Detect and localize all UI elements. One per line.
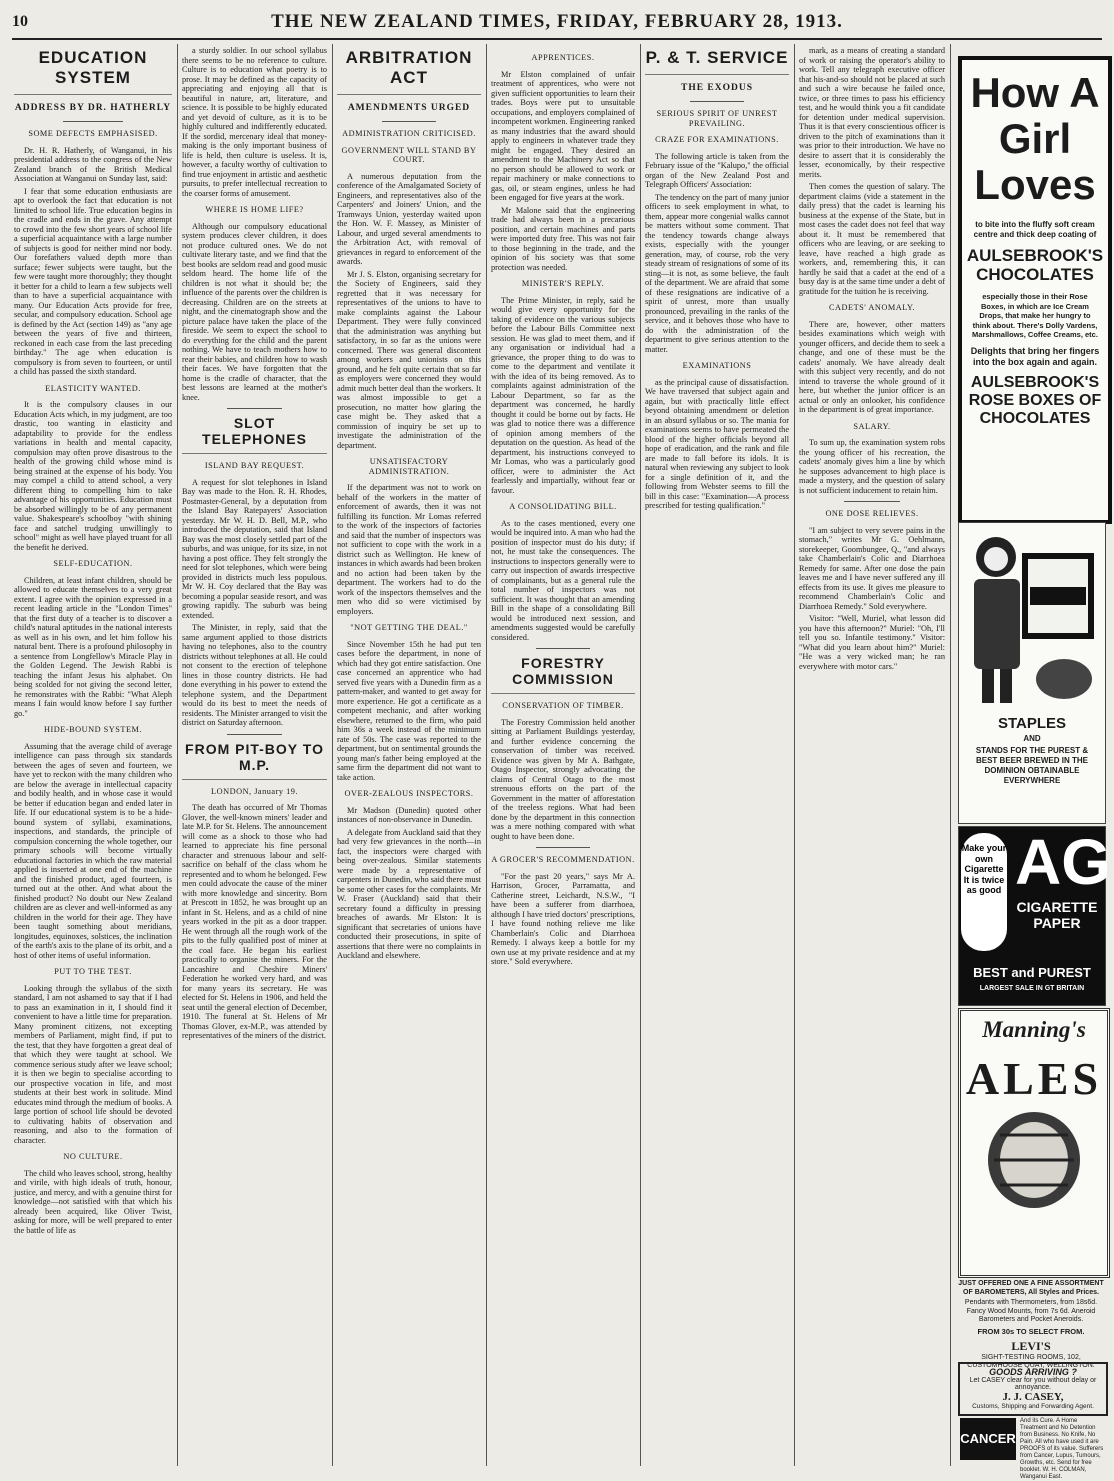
column-pt-service — [645, 46, 789, 1464]
ad-headline: JUST OFFERED ONE A FINE ASSORTMENT OF BAROMETERS, All Styles and Prices. — [958, 1280, 1104, 1296]
divider — [382, 121, 437, 122]
article-paragraph: I fear that some education enthusiasts are apt to overlook the fact that education is not limited to school life. True education begins in the cradle and ends in the grave. Any attempt to crowd into the few short years of school life a superficial acquaintance with a large number of subjects is good for neither mind nor body. Our forefathers valued depth more than surface; fewer subjects were taught, but the few were taught more thoroughly; they thought it better for a child to learn a few subjects well than to have a superficial acquaintance with many. Our Education Acts provide for free, secular, and compulsory education. School age is defined by the Act (section 149) as "any age between the years of five and thirteen, reckoned in each case from the last preceding birthday." The age when education is compulsory is from seven to fourteen, or until a child has passed the sixth standard. — [14, 186, 172, 376]
column-apprentices — [491, 46, 635, 1464]
article-paragraph: The Minister, in reply, said that the same argument applied to those districts having no telephones, also to the country districts without telephones at all. He could not consent to the erection of telephone lines in those country districts. He had done everything in his power to extend the telephone system, and the Department would do its best to meet the needs of residents. The Minister arranged to visit the district on Saturday afternoon. — [182, 623, 327, 727]
ad-brand-rose-boxes: AULSEBROOK'S ROSE BOXES OF CHOCOLATES — [968, 373, 1102, 427]
headline-slot-telephones: SLOT TELEPHONES — [182, 415, 327, 454]
ad-product: ALES — [965, 1053, 1103, 1104]
divider — [536, 847, 591, 848]
ad-brand: AULSEBROOK'S CHOCOLATES — [966, 246, 1104, 284]
article-paragraph: Mr Elston complained of unfair treatment of apprentices, who were not given sufficient opportunities to learn their trades. Boys were put to unsuitable occupations, and employers complained of incompetent workmen. Engineering ranked as many industries that the award should apply to engineers in whatever trade they might be engaged. They desired an amendment to the Machinery Act so that no person should be allowed to work or repair machinery or make connections to gas, oil, or steam engines, unless he had been engaged for five years at the work. — [491, 69, 635, 202]
headline-arbitration-act: ARBITRATION ACT — [337, 48, 481, 95]
divider — [844, 501, 899, 502]
article-paragraph: Dr. H. R. Hatherly, of Wanganui, in his presidential address to the congress of the New Zealand branch of the British Medical Association at Wanganui on Sunday last, said: — [14, 145, 172, 183]
section-heading: SERIOUS SPIRIT OF UNREST PREVAILING. — [656, 109, 778, 128]
column-arbitration — [337, 46, 481, 1464]
section-heading: UNSATISFACTORY ADMINISTRATION. — [368, 457, 450, 476]
ad-brand: STAPLES — [997, 715, 1067, 732]
article-paragraph: If the department was not to work on behalf of the workers in the matter of enforcement of awards, then it was not fulfilling its function. Mr Lomas referred to the work of the inspectors of factories and said that the number of inspectors was not sufficient to cope with the work in a district such as Wellington. He knew of instances in which awards had been broken and no action had been taken by the department. The workers had to do the work of the inspectors themselves and the men who did so were victimised by employers. — [337, 483, 481, 616]
section-heading: CADETS' ANOMALY. — [829, 303, 915, 312]
column-education — [14, 46, 172, 1464]
ad-price: FROM 30s TO SELECT FROM. — [977, 1326, 1085, 1336]
section-heading: OVER-ZEALOUS INSPECTORS. — [344, 789, 474, 798]
section-heading: NO CULTURE. — [63, 1152, 123, 1161]
section-heading: MINISTER'S REPLY. — [521, 279, 605, 288]
ad-tagline: BEST and PUREST — [973, 965, 1091, 980]
article-paragraph: A delegate from Auckland said that they had very few grievances in the north—in fact, the inspectors were charged with being over-zealous. Similar statements were made by a representative of carpenters in Dunedin, who said there must be some other cases for the complaints. Mr W. Fraser (Auckland) said that their secretary found a difficulty in pressing breaches of awards. Mr Elston: It is significant that secretaries of unions have conducted their prosecutions, in spite of assertions that there were no complaints in Auckland and elsewhere. — [337, 827, 482, 960]
subhead-exodus: THE EXODUS — [680, 83, 754, 93]
section-heading: "NOT GETTING THE DEAL." — [350, 623, 468, 632]
ad-body-text: And its Cure. A Home Treatment and No Detention from Business. No Knife, No Pain. All who have used it are PROOFS of its value. Sufferers from Cancer, Lupus, Tumours, Growths, etc. Send for free booklet. W. H. COLMAN, Wanganui East. — [1020, 1418, 1104, 1480]
article-paragraph: Assuming that the average child of average intelligence can pass through six standards between the ages of seven and fourteen, we have yet to reckon with the many children who are below the average in intellectual capacity and bodily health, and in whose case it would be better if education began and ended later in life. If our educational system is to be a hide-bound system of syllabi, examinations, inspections, and standards, the principle of compulsion concerning the whole together, our primary schools will become virtually educational factories in which the raw material applied is inserted at one end of the machine and the finished product, aged fourteen, is turned out at the other. And what about the finished product? No doubt our New Zealand children are as clever and well-informed as any children in the world for their age. They have been taught something about meridians, longitudes, equinoxes, solstices, the inclination of the earth's axis to the plane of its orbit, and a host of other items of useful information. — [14, 741, 172, 960]
page-number: 10 — [12, 13, 28, 30]
ad-casey-customs — [958, 1362, 1108, 1416]
column-rule — [486, 44, 487, 1466]
dateline: LONDON, January 19. — [211, 786, 298, 796]
ad-tagline: STANDS FOR THE PUREST & BEST BEER BREWED IN THE DOMINION OBTAINABLE EVERYWHERE — [975, 746, 1089, 785]
ad-aulsebrooks-chocolates — [958, 56, 1112, 524]
section-heading: CONSERVATION OF TIMBER. — [502, 701, 624, 710]
section-heading: HIDE-BOUND SYSTEM. — [44, 725, 142, 734]
article-paragraph: The tendency on the part of many junior officers to seek employment in what, to them, appear more congenial walks cannot be matters without some comment. That the tendency towards change always exists, especially with the younger generation, may, of course, rob the very steady stream of resignations of some of its sting—it is not, as some believe, the fault of the department. We are afraid that some of these resignations are indicative of a spirit of unrest, more than usually pronounced, prevailing in the ranks of the service, and it behoves those who have to do with the administration of the department to give serious attention to the matter. — [645, 192, 790, 354]
section-heading: GOVERNMENT WILL STAND BY COURT. — [341, 145, 477, 164]
section-heading: EXAMINATIONS — [682, 361, 752, 370]
article-paragraph: "For the past 20 years," says Mr A. Harrison, Grocer, Parramatta, and Catherine street, Leichardt, N.S.W., "I have been a sufferer from diarrhoea, although I have tried doctors' prescriptions, I have found nothing relieve me like Chamberlain's Colic and Diarrhoea Remedy. I always keep a bottle for my own use at my private residence and at my store." Sold everywhere. — [491, 871, 635, 966]
section-heading: CRAZE FOR EXAMINATIONS. — [655, 135, 779, 144]
headline-pt-service: P. & T. SERVICE — [645, 48, 789, 75]
headline-forestry-commission: FORESTRY COMMISSION — [491, 655, 635, 694]
section-heading: SOME DEFECTS EMPHASISED. — [28, 129, 158, 138]
column-culture — [182, 46, 327, 1464]
article-paragraph: as the principal cause of dissatisfaction. We have traversed that subject again and again, but with practically little effect beyond obtaining amendment or deletion in an absurd syllabus or so. The mania for examinations seems to have permeated the blood of the higher officials beyond all hope of eradication, and the rank and file are made to fall before its idols. It is natural when reviewing any subject to look for a single definition of it, and the following from Webster seems to fill the bill in this case: "Examination—A process prescribed for testing qualification." — [645, 377, 789, 510]
section-heading: A GROCER'S RECOMMENDATION. — [491, 855, 635, 864]
article-paragraph: Children, at least infant children, should be allowed to educate themselves to a very great extent. I agree with the opinion expressed in a recent leading article in the "London Times" that the first duty of a teacher is to discover a child's natural aptitudes in the national interests as well as in his own, and let him follow his natural bent. There is a profound philosophy in a sentence from Longfellow's Miracle Play in the Golden Legend. The Jewish Rabbi is teaching the infant Jesus his alphabet. On being scolded for not giving the second letter, he remonstrates with the Rabbi: "What Aleph means I fain would know before I say further go." — [14, 575, 172, 718]
ad-ag-cigarette-paper — [958, 826, 1111, 1006]
article-paragraph: Mr Madson (Dunedin) quoted other instances of non-observance in Dunedin. — [337, 805, 481, 824]
column-rule — [177, 44, 178, 1466]
ad-product: CIGARETTE PAPER — [1016, 899, 1098, 931]
article-paragraph: mark, as a means of creating a standard of work or raising the operator's ability to work. Tell any telegraph executive officer that his-and-so should not be placed at such and such a wire because he failed once, twice, or three times to pass his efficiency test, and he would think you a fit candidate for detention under medical supervision. Thus it is that every conscientious officer is driven to the pitch of examinations than it was prior to their introduction. We have no desire to assert that it is considerably the lesser, economically, by their respective merits. — [799, 46, 945, 179]
column-rule — [950, 44, 951, 1466]
article-paragraph: A request for slot telephones in Island Bay was made to the Hon. R. H. Rhodes, Postmaster-General, by a deputation from the Island Bay Ratepayers' Association yesterday. Mr W. H. D. Bell, M.P., who introduced the deputation, said that Island Bay was the most closely settled part of the suburbs, and was unique, for its size, in not having a post office. They felt strongly the need for slot telephones, which were being provided in districts much less populous. Mr W. H. Coy declared that the Bay was becoming a popular seaside resort, and was growing rapidly. The suburb was being extended. — [182, 477, 327, 620]
ad-cancer-cure — [958, 1416, 1104, 1480]
subhead-amendments: AMENDMENTS URGED — [347, 103, 471, 113]
article-paragraph: The following article is taken from the February issue of the "Kalupo," the official organ of the New Zealand Post and Telegraph Officers' Association: — [645, 151, 789, 189]
ad-business: Customs, Shipping and Forwarding Agent. — [972, 1403, 1094, 1410]
article-paragraph: Visitor: "Well, Muriel, what lesson did you have this afternoon?" Muriel: "Oh, I'll tell you so. Infantile testimony." Visitor: "What did you learn about him?" Muriel: "He was a very wicked man; he ran everywhere with motor cars." — [799, 614, 945, 671]
article-paragraph: Mr J. S. Elston, organising secretary for the Society of Engineers, said they regretted that it was necessary for representatives of the unions to have to make complaints against the Labour Department. They were fully convinced that the administration was anything but satisfactory, in so far as the unions were concerned. There was general discontent among workers and unionists on this ground, and he felt quite certain that so far as employers were concerned they would admit much better deal than the workers. It was almost impossible to get a prosecution, no matter how glaring the case might be. They asked that a commission of inquiry be set up to investigate the administration of the department. — [337, 269, 481, 450]
section-heading: ELASTICITY WANTED. — [45, 383, 141, 393]
article-paragraph: Mr Malone said that the engineering trade had always been in a precarious position, and certain machines and parts were imported duty free. This was not fair to those beginning in the trade, and the opinion of his society was that some protection was needed. — [491, 205, 635, 272]
article-paragraph: The child who leaves school, strong, healthy and virile, with high ideals of truth, honour, justice, and mercy, and with a genuine thirst for knowledge—not satisfied with that which his already been acquired, like Oliver Twist, asking for more, will be well prepared to enter the battle of life as — [14, 1168, 172, 1235]
divider — [227, 734, 282, 735]
ad-headline: GOODS ARRIVING ? — [989, 1367, 1077, 1377]
column-rule — [794, 44, 795, 1466]
section-heading: SALARY. — [853, 421, 891, 431]
newspaper-title: THE NEW ZEALAND TIMES, FRIDAY, FEBRUARY 28, 1913. — [271, 11, 843, 32]
divider — [63, 121, 123, 122]
ad-tagline: Delights that bring her fingers into the box again and again. — [970, 345, 1100, 367]
article-paragraph: The death has occurred of Mr Thomas Glover, the well-known miners' leader and late M.P. for St. Helens. The announcement will come as a shock to those who had learned to appreciate his fine personal character and strenuous labour and self-sacrifice on behalf of the class whom he represented and to whom he belonged. Few men could advocate the cause of the miner with more knowledge and sincerity. Born at Prescott in 1852, he was brought up an infant in St. Helens, and as a child of nine years worked in the pit as a door trapper. He went through all the rough work of the pits to the fully qualified post of miner at the coal face. He began his earliest practically to organise the miners. For the Lancashire and Cheshire Miners' Federation he worked very hard, and was for many years its secretary. He was elected for St. Helens in 1906, and held the seat until the general election of December, 1910. The funeral at St. Helens of Mr Thomas Glover, ex-M.P., was attended by representatives of the miners of the district. — [182, 803, 327, 1040]
article-paragraph: Then comes the question of salary. The department claims (vide a statement in the daily press) that the cadet is learning his business at the expense of the State, but in most cases the cadet does not feel that way about it. It must be remembered that officers who are leaving, or are seeking to leave, have reached a high grade as workers, and, remembering this, it can hardly be said that a cadet at the end of a busy day is at the same time under a debt of gratitude for the tuition he is receiving. — [799, 182, 945, 296]
ad-slogan: Make your own Cigarette It is twice as good — [961, 833, 1007, 951]
divider — [690, 101, 745, 102]
column-pt-continued — [799, 46, 945, 1464]
column-rule — [332, 44, 333, 1466]
article-paragraph: A numerous deputation from the conference of the Amalgamated Society of Engineers, and representatives also of the Carpenters' and Joiners' Union, and the Tramways Union, yesterday waited upon the Hon. W. F. Massey, as Minister of Labour, and urged several amendments to the Arbitration Act, with removal of grievances in regard to enforcement of the awards. — [337, 171, 481, 266]
article-paragraph: Looking through the syllabus of the sixth standard, I am not ashamed to say that if I had to pass an examination in it, I should find it convenient to have a little time for preparation. Many prominent citizens, not excepting members of Parliament, might find, if put to the test, that they have forgotten a great deal of that which they were taught at school. We commence serious study after we leave school; it is then we begin to specialise according to our prospective vocation in life, and most students at their best work in solitude. Mind educates mind through the medium of books. A large portion of school life should be devoted to cultivating habits of observation and reasoning, and also to the formation of character. — [14, 983, 172, 1145]
section-heading: SELF-EDUCATION. — [53, 559, 133, 568]
ad-headline: CANCER — [960, 1418, 1016, 1460]
section-heading: ISLAND BAY REQUEST. — [204, 461, 305, 470]
ad-conjunction: AND — [1023, 734, 1041, 743]
divider — [536, 648, 591, 649]
divider — [227, 408, 282, 409]
brewer-illustration — [964, 529, 1100, 709]
ad-mannings-ales — [958, 1008, 1110, 1278]
ad-staples-beer — [958, 522, 1106, 824]
ad-brand: LEVI'S — [1011, 1338, 1051, 1353]
ad-levis-barometers — [958, 1278, 1104, 1369]
article-paragraph: As to the cases mentioned, every one would be inquired into. A man who had the position of inspector must do his duty; if not, he must take the consequences. The instructions to inspectors generally were to carry out inspection of awards irrespective of complainants, but as a general rule the total number of inspectors was not sufficient. It was thought that an amending Bill in the shape of a consolidating Bill would be introduced next session, and amendments suggested would be carefully considered. — [491, 518, 635, 642]
article-paragraph: The Prime Minister, in reply, said he would give every opportunity for the taking of evidence on the various subjects before the Labour Bills Committee next session. He was glad to meet them, and if any organisation or individual had a grievance, the proper thing to do was to come to the department and ventilate it with the idea of its being removed. As to complaints against administration of the Labour Department, so far as the department was concerned, he hardly thought it could be borne out by facts. He was glad to notice there was a difference of opinion among members of the deputation on the question. As head of the department, his instructions conveyed to Mr Lomas, who was a particularly good officer, were to administer the Act fearlessly and impartially, without fear or favour. — [491, 295, 635, 495]
ad-body-text: Pendants with Thermometers, from 18s6d. Fancy Wood Mounts, from 7s 6d. Aneroid Barometers and Pocket Aneroids. — [964, 1299, 1098, 1323]
subhead-address: ADDRESS BY DR. HATHERLY — [14, 103, 172, 113]
article-paragraph: It is the compulsory clauses in our Education Acts which, in my judgment, are too drastic, too wanting in elasticity and adaptability to provide for the endless variations in health and mental capacity, compulsion may often prove disastrous to the health of the growing child whose mind is being strained at the expense of his body. You may compel a child to attend school, a very different thing to compelling him to take advantage of his opportunities. Education must be absorbed willingly to be of any permanent value. Shakespeare's schoolboy "with shining face and satchel trudging unwillingly to school" might as well have played truant for all the benefit he derived. — [14, 400, 172, 552]
barrel-illustration — [974, 1105, 1094, 1215]
section-heading: WHERE IS HOME LIFE? — [205, 205, 304, 214]
ad-subtagline: LARGEST SALE IN GT BRITAIN — [979, 985, 1085, 992]
ad-tagline: Let CASEY clear for you without delay or annoyance. — [969, 1377, 1097, 1391]
article-paragraph: The Forestry Commission held another sitting at Parliament Buildings yesterday, and further evidence concerning the conservation of timber was received. Evidence was given by Mr A. Bathgate, Otago Inspector, strongly advocating the claims of Central Otago to the most strenuous efforts on the part of the Government in the matter of afforestation of the treeless regions. What had been done by the department in this connection was a mere nothing compared with what ought to have been done. — [491, 717, 635, 841]
section-heading: PUT TO THE TEST. — [54, 967, 132, 976]
section-heading: APPRENTICES. — [531, 53, 595, 62]
ad-body-text: especially those in their Rose Boxes, in which are Ice Cream Drops, that make her hungry to think about. There's Dolly Vardens, Marshmallows, Coffee Creams, etc. — [972, 292, 1098, 339]
ad-brand: Manning's — [982, 1017, 1086, 1042]
headline-education-system: EDUCATION SYSTEM — [14, 48, 172, 95]
article-paragraph: To sum up, the examination system robs the young officer of his recreation, the cadets' anomaly gives him a line by which he supposes advancement to high place is made a mystery, and the question of salary is not sufficient inducement to retain him. — [799, 438, 945, 495]
section-heading: A CONSOLIDATING BILL. — [509, 502, 617, 511]
headline-pit-boy: FROM PIT-BOY TO M.P. — [182, 741, 327, 780]
article-paragraph: Although our compulsory educational system produces clever children, it does not produce cultured ones. We do not cultivate literary taste, and we find that the best books are seldom read and good music seldom heard. The home life of the children is not what it should be; the influence of the parents over the children is decreasing. Children are on the streets at night, and the cinematograph show and the picture palace have taken the place of the fireside. We seem to expect the school to do everything for the child and the parent nothing. We have to teach mothers how to rear their babies, and children how to wash their faces. We have forgotten that the home is the cradle of character, that the best lessons are learned at the mother's knee. — [182, 221, 327, 402]
section-heading: ADMINISTRATION CRITICISED. — [342, 129, 476, 138]
ad-address: SIGHT-TESTING ROOMS, 102, CUSTOMHOUSE QUAY, WELLINGTON. — [967, 1353, 1095, 1369]
article-paragraph: There are, however, other matters besides examinations which weigh with younger officers, and decide them to seek a change, and one of these must be the cadets' anomaly. We have already dealt with this subject very recently, and do not intend to traverse the whole ground of it here, but whether the junior officer is an actual or only an onlooker, his confidence in the department is of great importance. — [799, 319, 945, 414]
section-heading: ONE DOSE RELIEVES. — [825, 509, 919, 518]
ad-brand: J. J. CASEY, — [1002, 1391, 1064, 1403]
column-rule — [640, 44, 641, 1466]
masthead — [12, 6, 1102, 40]
article-paragraph: "I am subject to very severe pains in the stomach," writes Mr G. Oehlmann, storekeeper, Goombungee, Q., "and always take Chamberlain's Colic and Diarrhoea Remedy for same. After one dose the pain leaves me and I have never suffered any ill effects from its use. It gives me pleasure to recommend Chamberlain's Colic and Diarrhoea Remedy." Sold everywhere. — [799, 525, 945, 611]
article-paragraph: a sturdy soldier. In our school syllabus there seems to be no reference to culture. Culture is to education what poetry is to prose. It may be defined as the capacity of appreciating and enjoying all that is beautiful in nature, art, literature, and science. It is possible to be highly educated and yet devoid of culture, as it is to be highly cultured and indifferently educated. If the sordid, mercenary ideal that money-making is the only important business of life is held, then culture is useless. It is, however, a faculty worthy of cultivation to find true enjoyment in artistic and aesthetic pursuits, to prefer intellectual recreation to the coarser forms of amusement. — [182, 46, 327, 198]
ad-lead-text: to bite into the fluffy soft cream centre and thick deep coating of — [973, 220, 1097, 239]
article-paragraph: Since November 15th he had put ten cases before the department, in none of which had they got entire satisfaction. One case concerned an apprentice who had served five years with a Dunedin firm as a pattern-maker, and wanted to get away for more experience. He got a certificate as a competent mechanic, and after working elsewhere, returned to the firm, who paid him 36s a week instead of the minimum rate of 50s. The case was reported to the department, but on sentimental grounds the young man's father being employed at the same firm the department did not want to take action. — [337, 639, 481, 782]
ad-headline: How A Girl Loves — [970, 69, 1100, 208]
ad-brand-letters: AG — [1015, 826, 1111, 898]
